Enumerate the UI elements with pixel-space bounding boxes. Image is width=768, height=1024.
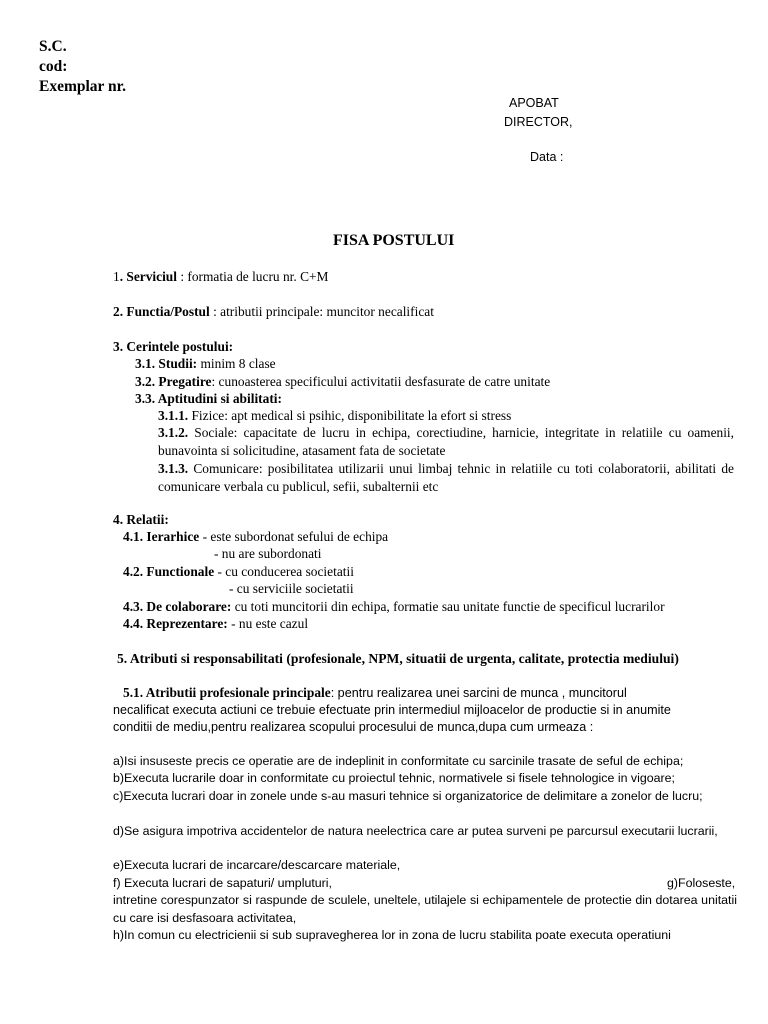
atributii-principale-line-3: conditii de mediu,pentru realizarea scopului procesului de munca,dupa cum urmeaza : — [113, 720, 594, 734]
studii-text: minim 8 clase — [197, 356, 276, 371]
pregatire-label: 3.2. Pregatire — [135, 374, 212, 389]
functionale-line-2: - cu serviciile societatii — [229, 581, 354, 596]
fizice-line — [158, 407, 511, 425]
code-label: cod: — [39, 58, 68, 75]
ierarhice-text: - este subordonat sefului de echipa — [199, 529, 389, 544]
colaborare-text: cu toti muncitorii din echipa, formatie sau unitate functie de specificul lucrarilor — [231, 599, 665, 614]
studii-line — [135, 355, 276, 373]
sociale-text: Sociale: capacitate de lucru in echipa, corectiudine, harnicie, integritate in relatiile cu oamenii, bunavointa si solicitudine, atasament fata de societate — [158, 425, 734, 458]
section-serviciu — [113, 268, 328, 286]
section-relatii-heading: 4. Relatii: — [113, 512, 169, 527]
list-item-h: h)In comun cu electricienii si sub supravegherea lor in zona de lucru stabilita poate executa operatiuni — [113, 928, 671, 942]
list-item-e: e)Executa lucrari de incarcare/descarcare materiale, — [113, 858, 401, 872]
section-atributii-heading: 5. Atributi si responsabilitati (profesionale, NPM, situatii de urgenta, calitate, protectia mediului) — [117, 651, 679, 666]
director-label: DIRECTOR, — [504, 115, 573, 129]
sociale-paragraph — [158, 424, 734, 459]
list-item-d: d)Se asigura impotriva accidentelor de natura neelectrica care ar putea surveni pe parcursul executarii lucrarii, — [113, 824, 718, 838]
comunicare-text: Comunicare: posibilitatea utilizarii unui limbaj tehnic in relatiile cu toti colaboratorii, abilitati de comunicare verbala cu publicul, sefii, subalternii etc — [158, 461, 734, 494]
atributii-principale-line — [123, 684, 627, 703]
list-item-b: b)Executa lucrarile doar in conformitate cu proiectul tehnic, normativele si fisele tehnologice in vigoare; — [113, 771, 675, 785]
date-label: Data : — [530, 150, 564, 164]
ierarhice-label: 4.1. Ierarhice — [123, 529, 200, 544]
atributii-principale-label: 5.1. Atributii profesionale principale — [123, 685, 331, 700]
section-text: : atributii principale: muncitor necalificat — [209, 304, 434, 319]
list-item-g: intretine corespunzator si raspunde de sculele, uneltele, utilajele si echipamentele de protectie din dotarea unitatii cu care isi desfasoara activitatea, — [113, 893, 737, 925]
reprezentare-text: - nu este cazul — [227, 616, 309, 631]
functionale-label: 4.2. Functionale — [123, 564, 215, 579]
atributii-principale-text: : pentru realizarea unei sarcini de munca , muncitorul — [330, 686, 627, 700]
section-label: . Serviciul — [119, 269, 177, 284]
list-item-g-start: g)Foloseste, — [667, 876, 736, 890]
colaborare-line — [123, 598, 665, 616]
atributii-principale-line-2: necalificat executa actiuni ce trebuie efectuate prin intermediul mijloacelor de productie si in anumite — [113, 703, 671, 717]
copy-number-label: Exemplar nr. — [39, 78, 126, 95]
studii-label: 3.1. Studii: — [135, 356, 198, 371]
section-text: : formatia de lucru nr. C+M — [176, 269, 329, 284]
aptitudini-heading: 3.3. Aptitudini si abilitati: — [135, 391, 282, 406]
pregatire-text: : cunoasterea specificului activitatii desfasurate de catre unitate — [211, 374, 551, 389]
functionale-text: - cu conducerea societatii — [214, 564, 354, 579]
sociale-label: 3.1.2. — [158, 425, 189, 440]
approved-label: APOBAT — [509, 96, 559, 110]
list-item-c: c)Executa lucrari doar in zonele unde s-au masuri tehnice si organizatorice de delimitare a zonelor de lucru; — [113, 789, 703, 803]
functionale-line — [123, 563, 354, 581]
reprezentare-label: 4.4. Reprezentare: — [123, 616, 228, 631]
section-label: 2. Functia/Postul — [113, 304, 210, 319]
ierarhice-line — [123, 528, 388, 546]
list-item-a: a)Isi insuseste precis ce operatie are de indeplinit in conformitate cu sarcinile trasate de seful de echipa; — [113, 754, 684, 768]
comunicare-label: 3.1.3. — [158, 461, 189, 476]
fizice-text: Fizice: apt medical si psihic, disponibilitate la efort si stress — [188, 408, 512, 423]
company-label: S.C. — [39, 38, 67, 55]
section-cerinte-heading: 3. Cerintele postului: — [113, 339, 234, 354]
comunicare-paragraph — [158, 460, 734, 495]
colaborare-label: 4.3. De colaborare: — [123, 599, 232, 614]
ierarhice-line-2: - nu are subordonati — [214, 546, 322, 561]
section-number: 1 — [113, 269, 120, 284]
list-item-f: f) Executa lucrari de sapaturi/ umpluturi, — [113, 876, 332, 890]
pregatire-line — [135, 373, 550, 391]
fizice-label: 3.1.1. — [158, 408, 189, 423]
reprezentare-line — [123, 615, 308, 633]
section-functia — [113, 303, 434, 321]
document-title: FISA POSTULUI — [333, 232, 455, 249]
